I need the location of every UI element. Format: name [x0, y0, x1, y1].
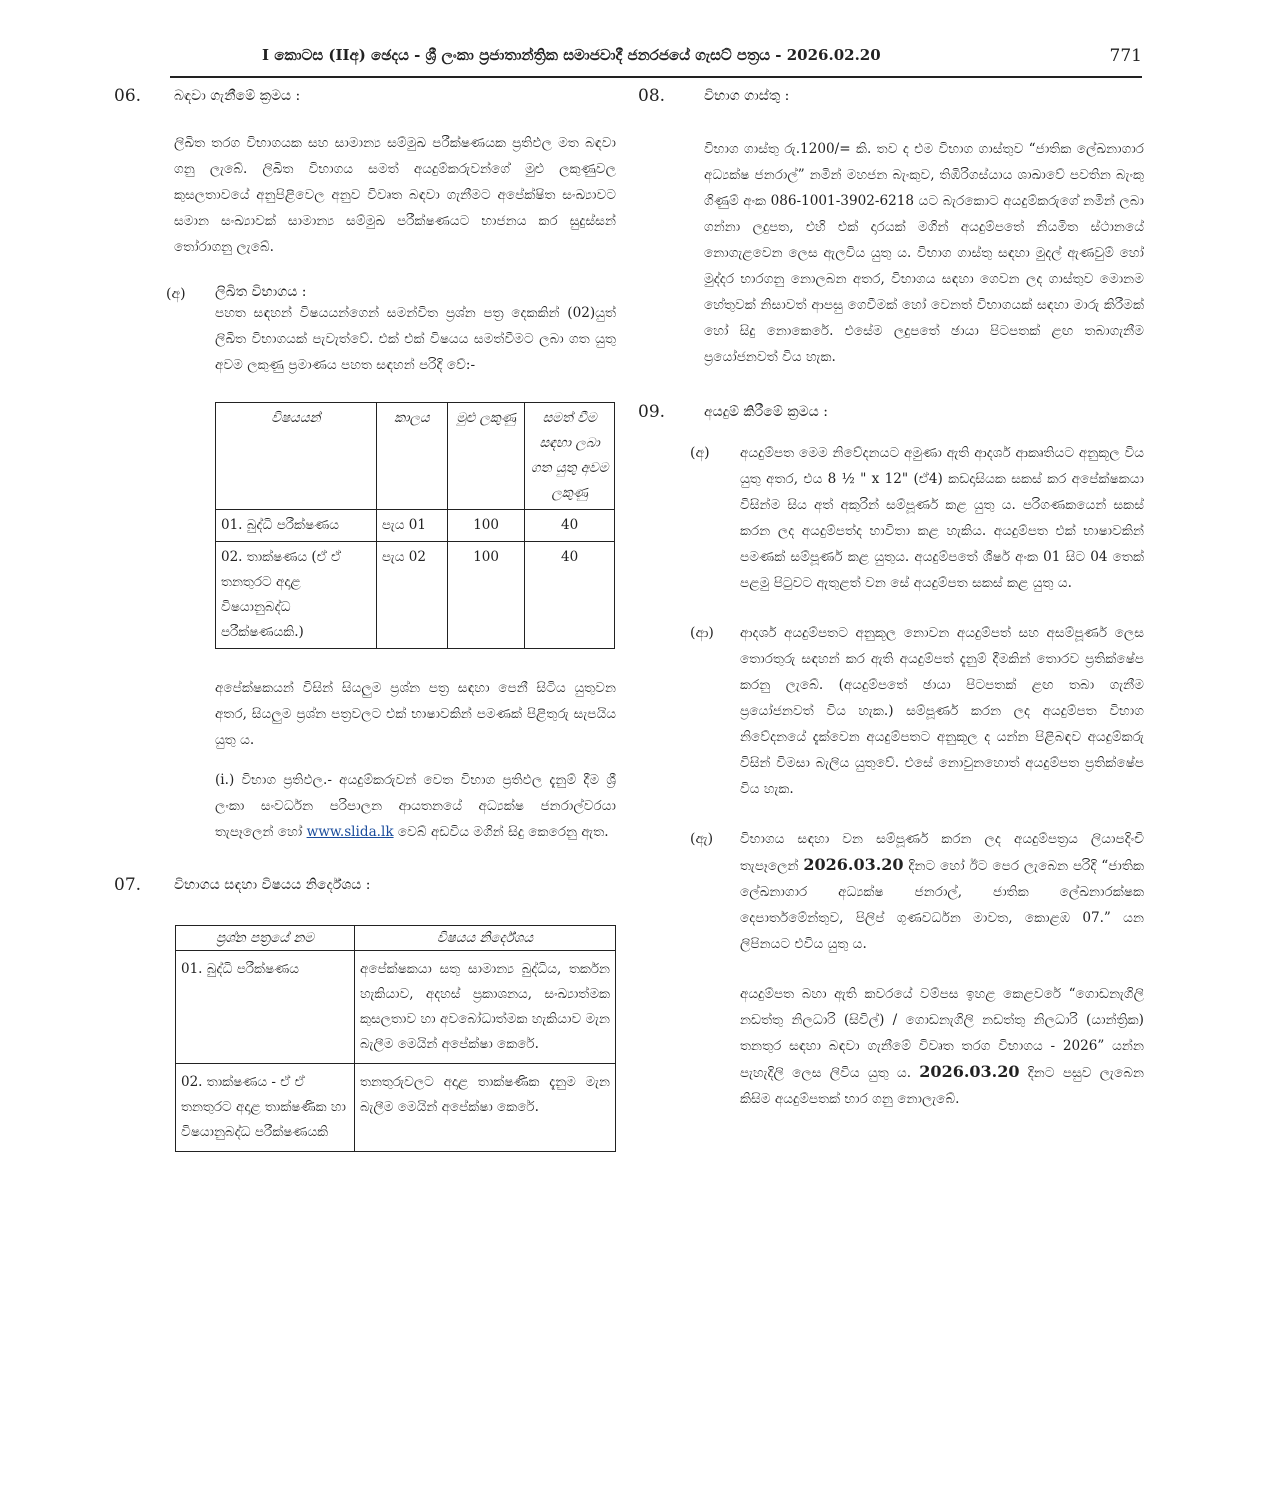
- section-09: [638, 402, 1144, 1112]
- written-exam-item: [114, 284, 616, 378]
- table-row: [216, 542, 615, 649]
- application-format-item: [638, 440, 1144, 596]
- exam-results-text: (i.) විභාග ප්‍රතිඵල.- අයදුම්කරුවන් වෙත විභාග ප්‍රතිඵල දැනුම් දීම ශ්‍රී ලංකා සංවර්ධන පරිපාලන ආයතනයේ අධ්‍යක්ෂ ජනරාල්වරයා තැපෑලෙන් හෝ www.slida.lk වෙබ් අඩවිය මගින් සිදු කෙරෙනු ඇත.: [215, 772, 616, 840]
- section-title: විභාග ගාස්තු :: [704, 88, 790, 104]
- page-number: 771: [1109, 46, 1142, 66]
- column-header: මුළු ලකුණු: [447, 403, 524, 510]
- right-column: [638, 86, 1144, 1112]
- answering-instructions: අපේක්ෂකයන් විසින් සියලුම ප්‍රශ්න පත්‍ර සඳහා පෙනී සිටිය යුතුවන අතර, සියලුම ප්‍රශ්න පත්‍රවලට එක් භාෂාවකින් පමණක් පිළිතුරු සැපයිය යුතු ය.: [215, 680, 616, 748]
- submission-item: [638, 826, 1144, 1112]
- column-header: විෂයයන්: [216, 403, 377, 510]
- table-row: [176, 951, 616, 1064]
- table-cell: 40: [525, 510, 615, 542]
- left-column: [114, 86, 616, 1152]
- table-cell: 02. තාක්ෂණය - ඒ ඒ තනතුරට අදාළ තාක්ෂණික හා විෂයානුබද්ධ පරීක්ෂණයකි: [176, 1064, 355, 1152]
- item-title: ලිඛිත විභාගය :: [215, 284, 307, 300]
- table-cell: පැය 02: [376, 542, 447, 649]
- table-row: [176, 1064, 616, 1152]
- column-header: සමත් වීම සඳහා ලබා ගත යුතු අවම ලකුණු: [525, 403, 615, 510]
- syllabus-table: [175, 925, 616, 1152]
- section-number: 06.: [114, 86, 142, 106]
- table-cell: තනතුරුවලට අදාළ තාක්ෂණික දැනුම මැන බැලීම මෙයින් අපේක්ෂා කෙරේ.: [355, 1064, 616, 1152]
- section-number: 07.: [114, 875, 142, 895]
- recruitment-intro: ලිඛිත තරග විභාගයක සහ සාමාන්‍ය සම්මුඛ පරීක්ෂණයක ප්‍රතිඵල මත බඳවා ගනු ලැබේ. ලිඛිත විභාගය සමත් අයදුම්කරුවන්ගේ මුළු ලකුණුවල කුසලතාවයේ අනුපිළිවෙල අනුව විවෘත බඳවා ගැනීමට අපේක්ෂිත සංඛ්‍යාවට සමාන සංඛ්‍යාවක් සාමාන්‍ය සම්මුඛ පරීක්ෂණයට භාජනය කර සුදුස්සන් තෝරාගනු ලැබේ.: [174, 135, 616, 255]
- rejection-text: ආදර්ශ අයදුම්පතට අනුකූල නොවන අයදුම්පත් සහ අසම්පූර්ණ ලෙස තොරතුරු සඳහන් කර ඇති අයදුම්පත් දැනුම් දීමකින් තොරව ප්‍රතික්ෂේප කරනු ලැබේ. (අයදුම්පතේ ඡායා පිටපතක් ළඟ තබා ගැනීම ප්‍රයෝජනවත් විය හැක.) සම්පූර්ණ කරන ලද අයදුම්පත විභාග නිවේදනයේ දැක්වෙන අයදුම්පතට අනුකූල ද යන්න පිළිබඳව අයදුම්කරු විසින් විමසා බැලිය යුතුවේ. එසේ නොවුනහොත් අයදුම්පත ප්‍රතික්ෂේප විය හැක.: [740, 625, 1144, 797]
- header-title: I කොටස (IIඅ) ඡෙදය - ශ්‍රී ලංකා ප්‍රජාතාන්ත්‍රික සමාජවාදී ජනරජයේ ගැසට් පත්‍රය - 2026.02.20: [262, 46, 881, 64]
- table-cell: 01. බුද්ධි පරීක්ෂණය: [176, 951, 355, 1064]
- item-marker: (ඇ): [690, 831, 714, 847]
- table-cell: 01. බුද්ධි පරීක්ෂණය: [216, 510, 377, 542]
- rejection-item: [638, 620, 1144, 802]
- section-07: [114, 875, 616, 1152]
- column-header: කාලය: [376, 403, 447, 510]
- section-number: 09.: [638, 402, 666, 422]
- deadline-date: 2026.03.20: [803, 855, 904, 874]
- envelope-instructions: අයදුම්පත බහා ඇති කවරයේ වම්පස ඉහළ කෙළවරේ “ගොඩනැගිලි නඩත්තු නිලධාරි (සිවිල්) / ගොඩනැගිලි නඩත්තු නිලධාරි (යාන්ත්‍රික) තනතුර සඳහා බඳවා ගැනීමේ විවෘත තරග විභාගය - 2026” යන්න පැහැදිලි ලෙස ලිවිය යුතු ය. 2026.03.20 දිනට පසුව ලැබෙන කිසිම අයදුම්පතක් භාර ගනු නොලැබේ.: [740, 986, 1144, 1107]
- table-cell: 40: [525, 542, 615, 649]
- table-cell: අපේක්ෂකයා සතු සාමාන්‍ය බුද්ධිය, තර්කන හැකියාව, අදහස් ප්‍රකාශනය, සංඛ්‍යාත්මක කුසලතාව හා අවබෝධාත්මක හැකියාව මැන බැලීම මෙයින් අපේක්ෂා කෙරේ.: [355, 951, 616, 1064]
- section-title: බඳවා ගැනීමේ ක්‍රමය :: [174, 88, 301, 104]
- section-06: [114, 86, 616, 845]
- application-format-text: අයදුම්පත මෙම නිවේදනයට අමුණා ඇති ආදර්ශ ආකෘතියට අනුකූල විය යුතු අතර, එය 8 ½ " x 12" (ඒ4) කඩදාසියක සකස් කර අපේක්ෂකයා විසින්ම සිය අත් අකුරින් සම්පූර්ණ කළ යුතු ය. පරිගණකයෙන් සකස් කරන ලද අයදුම්පත්‍ද භාවිතා කළ හැකිය. අයදුම්පත එක් භාෂාවකින් පමණක් සම්පූර්ණ කළ යුතුය. අයදුම්පතේ ශීර්ෂ අංක 01 සිට 04 තෙක් පළමු පිටුවට ඇතුළත් වන සේ අයදුම්පත සකස් කළ යුතු ය.: [740, 445, 1144, 591]
- exam-fee-text: විභාග ගාස්තු රු.1200/= කි. තව ද එම විභාග ගාස්තුව “ජාතික ලේඛනාගාර අධ්‍යක්ෂ ජනරාල්” නමින් මහජන බැංකුව, තිඹිරිගස්යාය ශාඛාවේ පවතින බැංකු ගිණුම් අංක 086-1001-3902-6218 යට බැරකොට අයදුම්කරුගේ නමින් ලබා ගන්නා ලදුපත, එහි එක් දාරයක් මගින් අයදුම්පතේ නියමිත ස්ථානයේ නොගැළවෙන ලෙස ඇලවිය යුතු ය. විභාග ගාස්තු සඳහා මුදල් ඇණවුම් හෝ මුද්දර භාරගනු නොලබන අතර, විභාගය සඳහා ගෙවන ලද ගාස්තුව මොනම හේතුවක් නිසාවත් ආපසු ගෙවීමක් හෝ වෙනත් විභාගයක් සඳහා මාරු කිරීමක් හෝ සිදු නොකෙරේ. එසේම ලදුපතේ ඡායා පිටපතක් ළඟ තබාගැනීම ප්‍රයෝජනවත් විය හැක.: [704, 141, 1144, 365]
- page-header: [170, 42, 1142, 78]
- item-marker: (අ): [690, 445, 710, 461]
- deadline-date: 2026.03.20: [919, 1062, 1020, 1081]
- table-header-row: [176, 926, 616, 951]
- table-cell: 02. තාක්ෂණය (ඒ ඒ තනතුරට අදාළ විෂයානුබද්ධ පරීක්ෂණයකි.): [216, 542, 377, 649]
- submission-text: විභාගය සඳහා වන සම්පූර්ණ කරන ලද අයදුම්පත්‍රය ලියාපදිංචි තැපෑලෙන් 2026.03.20 දිනට හෝ ඊට පෙර ලැබෙන පරිදි “ජාතික ලේඛනාගාර අධ්‍යක්ෂ ජනරාල්, ජාතික ලේඛනාරක්ෂක දෙපාර්තමේන්තුව, පිලිප් ගුණවර්ධන මාවත, කොළඹ 07.” යන ලිපිනයට එවිය යුතු ය.: [740, 831, 1144, 952]
- marks-table: [215, 402, 615, 649]
- section-title: විභාගය සඳහා විෂයය නිර්දේශය :: [174, 877, 371, 893]
- slida-website-link[interactable]: www.slida.lk: [306, 824, 394, 840]
- section-title: අයදුම් කිරීමේ ක්‍රමය :: [704, 404, 828, 420]
- column-header: විෂයය නිර්දේශය: [355, 926, 616, 951]
- section-number: 08.: [638, 86, 666, 106]
- written-exam-text: පහත සඳහන් විෂයයන්ගෙන් සමන්විත ප්‍රශ්න පත්‍ර දෙකකින් (02)යුත් ලිඛිත විභාගයක් පැවැත්වේ. එක් එක් විෂයය සමත්වීමට ලබා ගත යුතු අවම ලකුණු ප්‍රමාණය පහත සඳහන් පරිදි වේ:-: [215, 305, 616, 373]
- item-marker: (ආ): [690, 625, 714, 641]
- table-row: [216, 510, 615, 542]
- section-08: [638, 86, 1144, 370]
- table-header-row: [216, 403, 615, 510]
- column-header: ප්‍රශ්න පත්‍රයේ නම: [176, 926, 355, 951]
- item-marker: (අ): [166, 286, 186, 302]
- table-cell: 100: [447, 542, 524, 649]
- table-cell: 100: [447, 510, 524, 542]
- table-cell: පැය 01: [376, 510, 447, 542]
